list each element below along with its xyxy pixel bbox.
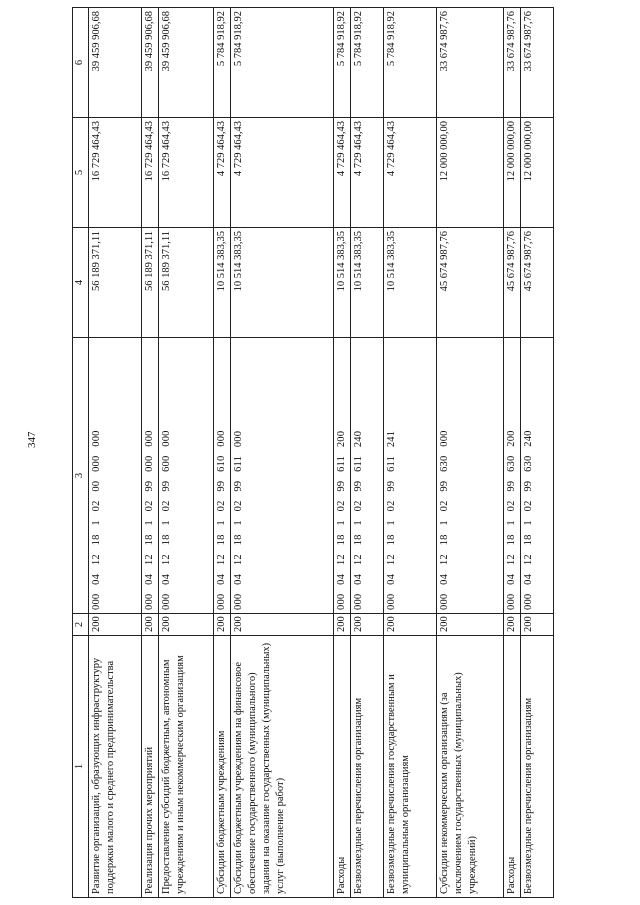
row-admin-code-cell: 200 <box>351 614 384 636</box>
table-row <box>521 8 554 898</box>
table-row <box>231 8 334 898</box>
row-value-col5-cell: 4 729 464,43 <box>351 118 384 228</box>
row-value-col4-cell: 56 189 371,11 <box>89 228 142 338</box>
row-admin-code-cell: 200 <box>384 614 437 636</box>
row-value-col6-cell: 39 459 906,68 <box>159 8 214 118</box>
row-name-cell: Расходы <box>504 636 521 898</box>
table-row <box>351 8 384 898</box>
row-name-cell: Расходы <box>334 636 351 898</box>
column-header-3: 3 <box>73 338 89 614</box>
row-value-col4-cell: 45 674 987,76 <box>504 228 521 338</box>
row-admin-code-cell: 200 <box>214 614 231 636</box>
table-row <box>437 8 504 898</box>
row-admin-code-cell: 200 <box>142 614 159 636</box>
row-value-col6-cell: 5 784 918,92 <box>351 8 384 118</box>
row-value-col5-cell: 4 729 464,43 <box>384 118 437 228</box>
row-value-col6-cell: 33 674 987,76 <box>504 8 521 118</box>
row-value-col5-cell: 16 729 464,43 <box>159 118 214 228</box>
row-value-col4-cell: 56 189 371,11 <box>142 228 159 338</box>
row-budget-code-cell: 000 04 12 18 1 02 99 600 000 <box>159 338 214 614</box>
row-budget-code-cell: 000 04 12 18 1 02 99 611 200 <box>334 338 351 614</box>
table-row <box>504 8 521 898</box>
budget-table <box>72 7 554 898</box>
row-budget-code-cell: 000 04 12 18 1 02 99 630 200 <box>504 338 521 614</box>
row-name-cell: Развитие организаций, образующих инфраструктуру поддержки малого и среднего предпринимательства <box>89 636 142 898</box>
row-budget-code-cell: 000 04 12 18 1 02 99 610 000 <box>214 338 231 614</box>
row-budget-code-cell: 000 04 12 18 1 02 99 611 240 <box>351 338 384 614</box>
row-admin-code-cell: 200 <box>231 614 334 636</box>
row-name-cell: Безвозмездные перечисления организациям <box>521 636 554 898</box>
row-value-col5-cell: 16 729 464,43 <box>89 118 142 228</box>
row-admin-code-cell: 200 <box>334 614 351 636</box>
row-value-col5-cell: 12 000 000,00 <box>437 118 504 228</box>
row-name-cell: Субсидии бюджетным учреждениям <box>214 636 231 898</box>
row-value-col6-cell: 5 784 918,92 <box>384 8 437 118</box>
row-admin-code-cell: 200 <box>159 614 214 636</box>
row-value-col6-cell: 5 784 918,92 <box>334 8 351 118</box>
row-value-col4-cell: 45 674 987,76 <box>521 228 554 338</box>
column-header-6: 6 <box>73 8 89 118</box>
row-value-col4-cell: 10 514 383,35 <box>334 228 351 338</box>
table-row <box>142 8 159 898</box>
row-budget-code-cell: 000 04 12 18 1 02 99 630 240 <box>521 338 554 614</box>
row-value-col6-cell: 39 459 906,68 <box>142 8 159 118</box>
row-name-cell: Безвозмездные перечисления организациям <box>351 636 384 898</box>
row-admin-code-cell: 200 <box>437 614 504 636</box>
row-value-col5-cell: 12 000 000,00 <box>521 118 554 228</box>
row-value-col5-cell: 4 729 464,43 <box>214 118 231 228</box>
row-budget-code-cell: 000 04 12 18 1 02 99 630 000 <box>437 338 504 614</box>
row-value-col6-cell: 33 674 987,76 <box>437 8 504 118</box>
row-value-col4-cell: 10 514 383,35 <box>214 228 231 338</box>
row-value-col4-cell: 56 189 371,11 <box>159 228 214 338</box>
row-value-col6-cell: 39 459 906,68 <box>89 8 142 118</box>
table-row <box>89 8 142 898</box>
row-value-col5-cell: 4 729 464,43 <box>334 118 351 228</box>
column-header-4: 4 <box>73 228 89 338</box>
row-budget-code-cell: 000 04 12 18 1 02 99 000 000 <box>142 338 159 614</box>
row-name-cell: Субсидии некоммерческим организациям (за исключением государственных (муниципальных) учреждений) <box>437 636 504 898</box>
row-name-cell: Субсидии бюджетным учреждениям на финансовое обеспечение государственного (муниципального) задания на оказание государственных (муниципальных) услуг (выполнение работ) <box>231 636 334 898</box>
table-row <box>334 8 351 898</box>
page-number: 347 <box>26 431 38 448</box>
row-value-col4-cell: 10 514 383,35 <box>384 228 437 338</box>
row-value-col4-cell: 45 674 987,76 <box>437 228 504 338</box>
row-name-cell: Предоставление субсидий бюджетным, автономным учреждениям и иным некоммерческим организациям <box>159 636 214 898</box>
row-value-col4-cell: 10 514 383,35 <box>351 228 384 338</box>
row-value-col6-cell: 5 784 918,92 <box>214 8 231 118</box>
row-value-col5-cell: 16 729 464,43 <box>142 118 159 228</box>
budget-table-sheet <box>72 8 620 898</box>
column-header-2: 2 <box>73 614 89 636</box>
table-body <box>89 8 554 898</box>
row-budget-code-cell: 000 04 12 18 1 02 99 611 000 <box>231 338 334 614</box>
row-budget-code-cell: 000 04 12 18 1 02 99 611 241 <box>384 338 437 614</box>
row-value-col4-cell: 10 514 383,35 <box>231 228 334 338</box>
row-value-col6-cell: 33 674 987,76 <box>521 8 554 118</box>
row-value-col5-cell: 12 000 000,00 <box>504 118 521 228</box>
row-value-col6-cell: 5 784 918,92 <box>231 8 334 118</box>
column-header-5: 5 <box>73 118 89 228</box>
row-value-col5-cell: 4 729 464,43 <box>231 118 334 228</box>
row-admin-code-cell: 200 <box>504 614 521 636</box>
row-name-cell: Безвозмездные перечисления государственным и муниципальным организациям <box>384 636 437 898</box>
row-budget-code-cell: 000 04 12 18 1 02 00 000 000 <box>89 338 142 614</box>
row-admin-code-cell: 200 <box>89 614 142 636</box>
row-admin-code-cell: 200 <box>521 614 554 636</box>
row-name-cell: Реализация прочих мероприятий <box>142 636 159 898</box>
table-row <box>384 8 437 898</box>
table-header-row <box>73 8 89 898</box>
column-header-1: 1 <box>73 636 89 898</box>
table-row <box>159 8 214 898</box>
table-row <box>214 8 231 898</box>
